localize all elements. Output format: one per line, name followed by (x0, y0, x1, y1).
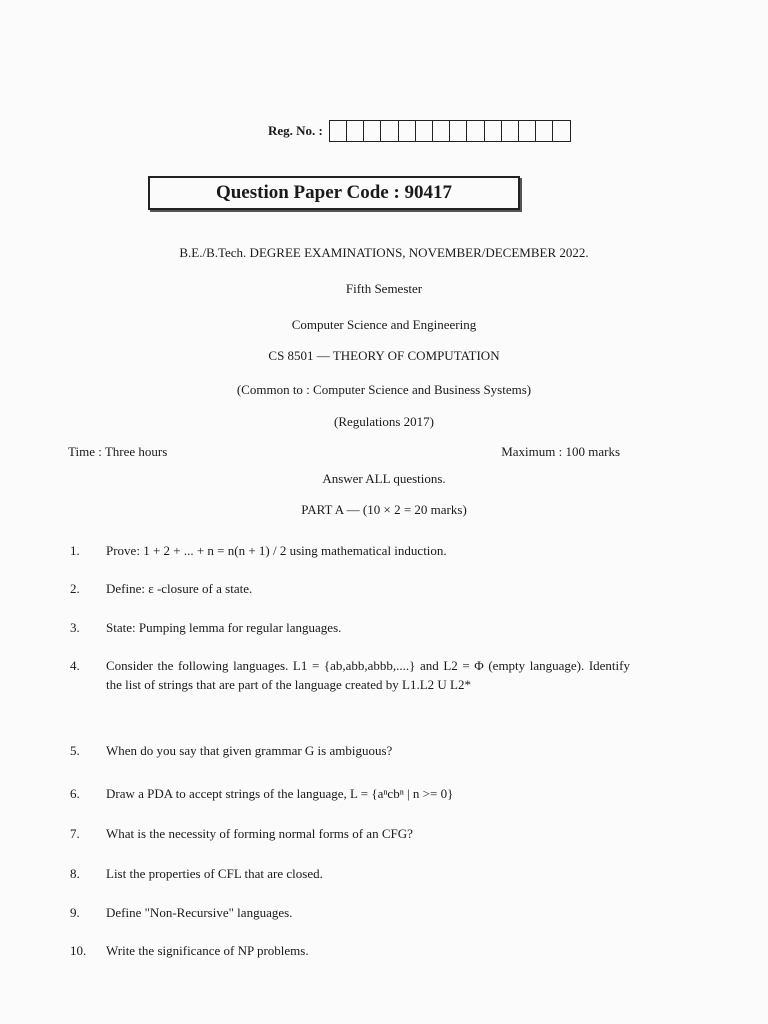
question-number: 8. (70, 866, 80, 881)
reg-digit-box[interactable] (364, 121, 381, 141)
question-paper-code-box (148, 176, 520, 210)
reg-digit-box[interactable] (519, 121, 536, 141)
reg-digit-box[interactable] (399, 121, 416, 141)
bleed-through-text (240, 94, 243, 106)
reg-digit-box[interactable] (485, 121, 502, 141)
question-item (70, 784, 630, 803)
reg-digit-box[interactable] (433, 121, 450, 141)
question-text: Draw a PDA to accept strings of the language, L = {aⁿcbⁿ | n >= 0} (106, 786, 454, 801)
time-allowed: Time : Three hours (68, 444, 168, 459)
instruction: Answer ALL questions. (322, 471, 446, 486)
question-item (70, 941, 630, 960)
part-heading: PART A — (10 × 2 = 20 marks) (301, 502, 467, 517)
reg-digit-box[interactable] (450, 121, 467, 141)
question-text: State: Pumping lemma for regular languages. (106, 620, 342, 635)
reg-digit-box[interactable] (467, 121, 484, 141)
question-text: What is the necessity of forming normal forms of an CFG? (106, 826, 413, 841)
reg-number-row (268, 120, 571, 142)
question-number: 2. (70, 581, 80, 596)
question-item (70, 579, 630, 598)
question-text: Consider the following languages. L1 = {ab,abb,abbb,....} and L2 = Φ (empty language). Identify the list of strings that are part of the language created by L1.L2 U L2* (106, 658, 630, 692)
reg-digit-box[interactable] (502, 121, 519, 141)
question-text: Define: ε -closure of a state. (106, 581, 253, 596)
question-number: 1. (70, 543, 80, 558)
reg-digit-box[interactable] (553, 121, 569, 141)
question-number: 7. (70, 826, 80, 841)
question-item (70, 903, 630, 922)
question-text: When do you say that given grammar G is ambiguous? (106, 743, 393, 758)
reg-digit-box[interactable] (381, 121, 398, 141)
question-paper-code: Question Paper Code : 90417 (215, 182, 453, 203)
reg-number-label: Reg. No. : (268, 123, 323, 138)
question-number: 10. (70, 943, 87, 958)
exam-title: B.E./B.Tech. DEGREE EXAMINATIONS, NOVEMBER/DECEMBER 2022. (179, 245, 589, 260)
question-number: 6. (70, 786, 80, 801)
question-text: Define "Non-Recursive" languages. (106, 905, 293, 920)
semester: Fifth Semester (345, 281, 423, 296)
question-text: Write the significance of NP problems. (106, 943, 309, 958)
question-item (70, 541, 630, 560)
question-number: 5. (70, 743, 80, 758)
reg-number-boxes[interactable] (329, 120, 571, 142)
question-item (70, 864, 630, 883)
reg-digit-box[interactable] (347, 121, 364, 141)
reg-digit-box[interactable] (330, 121, 347, 141)
common-to: (Common to : Computer Science and Business Systems) (236, 382, 532, 397)
question-text: Prove: 1 + 2 + ... + n = n(n + 1) / 2 using mathematical induction. (106, 543, 447, 558)
regulations: (Regulations 2017) (333, 414, 434, 429)
question-number: 3. (70, 620, 80, 635)
question-item (70, 656, 630, 694)
reg-digit-box[interactable] (536, 121, 553, 141)
maximum-marks: Maximum : 100 marks (501, 444, 620, 459)
question-item (70, 618, 630, 637)
question-number: 9. (70, 905, 80, 920)
question-text: List the properties of CFL that are closed. (106, 866, 323, 881)
reg-digit-box[interactable] (416, 121, 433, 141)
question-item (70, 741, 630, 760)
question-item (70, 824, 630, 843)
question-number: 4. (70, 658, 80, 673)
course-title: CS 8501 — THEORY OF COMPUTATION (268, 348, 500, 363)
department: Computer Science and Engineering (291, 317, 477, 332)
